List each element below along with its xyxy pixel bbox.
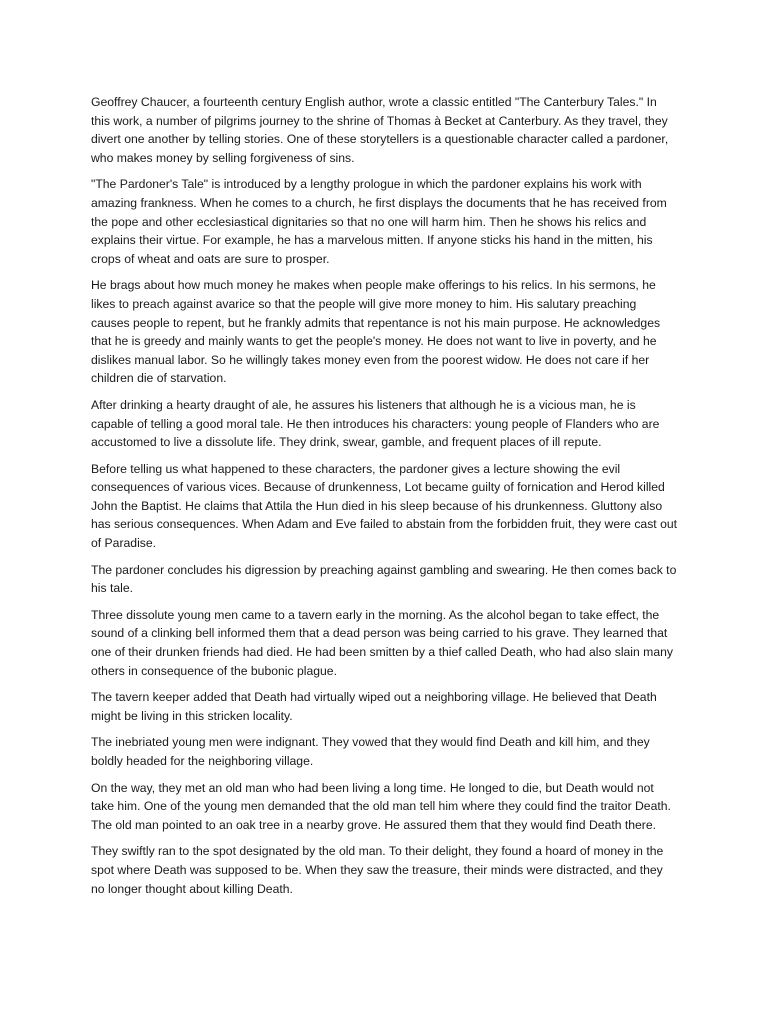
paragraph-9: The inebriated young men were indignant. They vowed that they would find Death and kill him, and they boldly headed for the neighboring village.: [91, 735, 650, 768]
paragraph-10: On the way, they met an old man who had been living a long time. He longed to die, but Death would not take him. One of the young men demanded that the old man tell him where they could find the traitor Death. The old man pointed to an oak tree in a nearby grove. He assured them that they would find Death there.: [91, 780, 671, 832]
paragraph-3: He brags about how much money he makes when people make offerings to his relics. In his sermons, he likes to preach against avarice so that the people will give more money to him. His salutary preaching causes people to repent, but he frankly admits that repentance is not his main purpose. He acknowledges that he is greedy and mainly wants to get the people's money. He does not want to live in poverty, and he dislikes manual labor. So he willingly takes money even from the poorest widow. He does not care if her children die of starvation.: [91, 278, 661, 386]
paragraph-8: The tavern keeper added that Death had virtually wiped out a neighboring village. He believed that Death might be living in this stricken locality.: [91, 690, 657, 723]
paragraph-11: They swiftly ran to the spot designated by the old man. To their delight, they found a hoard of money in the spot where Death was supposed to be. When they saw the treasure, their minds were distracted, and they no longer thought about killing Death.: [91, 844, 664, 896]
paragraph-1: Geoffrey Chaucer, a fourteenth century English author, wrote a classic entitled "The Canterbury Tales." In this work, a number of pilgrims journey to the shrine of Thomas à Becket at Canterbury. As they travel, they divert one another by telling stories. One of these storytellers is a questionable character called a pardoner, who makes money by selling forgiveness of sins.: [91, 95, 669, 165]
paragraph-4: After drinking a hearty draught of ale, he assures his listeners that although he is a vicious man, he is capable of telling a good moral tale. He then introduces his characters: young people of Flanders who are accustomed to live a dissolute life. They drink, swear, gamble, and frequent places of ill repute.: [91, 397, 660, 450]
paragraph-2: "The Pardoner's Tale" is introduced by a lengthy prologue in which the pardoner explains his work with amazing frankness. When he comes to a church, he first displays the documents that he has received from the pope and other ecclesiastical dignitaries so that no one will harm him. Then he shows his relics and explains their virtue. For example, he has a marvelous mitten. If anyone sticks his hand in the mitten, his crops of wheat and oats are sure to prosper.: [91, 177, 667, 266]
document-page: [91, 93, 678, 906]
paragraph-7: Three dissolute young men came to a tavern early in the morning. As the alcohol began to take effect, the sound of a clinking bell informed them that a dead person was being carried to his grave. They learned that one of their drunken friends had died. He had been smitten by a thief called Death, who had also slain many others in consequence of the bubonic plague.: [91, 607, 673, 678]
paragraph-5: Before telling us what happened to these characters, the pardoner gives a lecture showing the evil consequences of various vices. Because of drunkenness, Lot became guilty of fornication and Herod killed John the Baptist. He claims that Attila the Hun died in his sleep because of his drunkenness. Gluttony also has serious consequences. When Adam and Eve failed to abstain from the forbidden fruit, they were cast out of Paradise.: [91, 461, 678, 551]
paragraph-6: The pardoner concludes his digression by preaching against gambling and swearing. He then comes back to his tale.: [91, 562, 677, 596]
